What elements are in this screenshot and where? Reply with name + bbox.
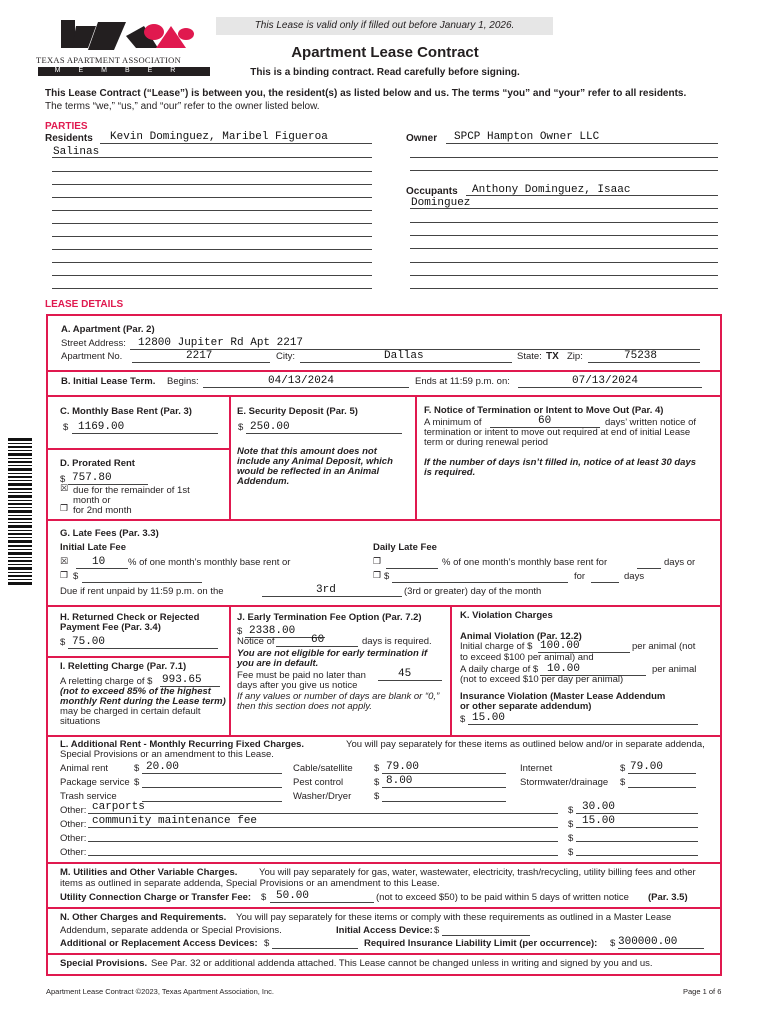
h-dollar: $	[60, 637, 66, 648]
k-daily-text: A daily charge of $	[460, 664, 539, 675]
initial-pct-value[interactable]: 10	[92, 556, 106, 568]
k-init-text3: to exceed $100 per animal) and	[460, 652, 594, 663]
section-d-label: D. Prorated Rent	[60, 458, 135, 469]
insurance-violation-label-2: or other separate addendum)	[460, 701, 592, 712]
animal-daily-value[interactable]: 10.00	[547, 663, 581, 675]
residents-label: Residents	[45, 133, 93, 144]
n-text-2: Addendum, separate addenda or Special Provisions.	[60, 925, 282, 936]
member-text: MEMBER	[54, 67, 194, 74]
city-label: City:	[276, 351, 295, 362]
i-note-1: (not to exceed 85% of the highest	[60, 686, 211, 697]
addl-device-dollar: $	[264, 938, 270, 949]
other-2-dollar: $	[568, 819, 574, 830]
j-dollar: $	[237, 626, 243, 637]
j-fee-text-2: days after you give us notice	[237, 680, 358, 691]
animal-rent-dollar: $	[134, 763, 140, 774]
deposit-value[interactable]: 250.00	[250, 421, 290, 433]
city-value[interactable]: Dallas	[384, 350, 424, 362]
initial-dollar-sign: $	[73, 571, 79, 582]
other-1-dollar: $	[568, 805, 574, 816]
section-h-label-1: H. Returned Check or Rejected	[60, 612, 200, 623]
section-h-label-2: Payment Fee (Par. 3.4)	[60, 622, 161, 633]
m-dollar: $	[261, 892, 267, 903]
j-note-1: If any values or number of days are blank or “0,”	[237, 691, 440, 702]
section-c-label: C. Monthly Base Rent (Par. 3)	[60, 406, 192, 417]
access-device-label: Initial Access Device:	[336, 925, 433, 936]
j-notice-text: days is required.	[362, 636, 432, 647]
j-notice-value[interactable]: 60	[311, 634, 325, 646]
addl-device-label: Additional or Replacement Access Devices:	[60, 938, 258, 949]
begins-label: Begins:	[167, 376, 199, 387]
occupants-line2[interactable]: Dominguez	[411, 197, 471, 209]
animal-rent-label: Animal rent	[60, 763, 109, 774]
k-ins-dollar: $	[460, 714, 466, 725]
package-label: Package service	[60, 777, 130, 788]
pest-label: Pest control	[293, 777, 344, 788]
initial-pct-checkbox[interactable]: ☒	[60, 557, 69, 567]
other-4-dollar: $	[568, 847, 574, 858]
section-m-label: M. Utilities and Other Variable Charges.	[60, 867, 238, 878]
special-provisions-label: Special Provisions.	[60, 958, 148, 969]
special-provisions-text: See Par. 32 or additional addenda attached. This Lease cannot be changed unless in writing and signed by you and us.	[151, 958, 653, 969]
zip-value[interactable]: 75238	[624, 350, 658, 362]
state-value[interactable]: TX	[546, 351, 559, 362]
residents-line2[interactable]: Salinas	[53, 146, 100, 158]
section-f-label: F. Notice of Termination or Intent to Move Out (Par. 4)	[424, 405, 664, 416]
daily-dollar-checkbox[interactable]: ❐	[373, 571, 382, 581]
other-label-2: Other:	[60, 819, 87, 830]
deposit-note-3: would be reflected in an Animal	[237, 466, 380, 477]
animal-violation-label: Animal Violation (Par. 12.2)	[460, 631, 582, 642]
other-1-value[interactable]: carports	[92, 801, 145, 813]
daily-dollar-sign: $	[384, 571, 390, 582]
page-title: Apartment Lease Contract	[291, 44, 479, 61]
n-text-1: You will pay separately for these items or comply with these requirements as outlined in a Master Lease	[236, 912, 672, 923]
section-j-label: J. Early Termination Fee Option (Par. 7.2)	[237, 612, 422, 623]
animal-rent-value[interactable]: 20.00	[146, 761, 180, 773]
prorated-1st-checkbox[interactable]: ☒	[60, 484, 69, 494]
aptno-value[interactable]: 2217	[186, 350, 213, 362]
initial-dollar-checkbox[interactable]: ❐	[60, 571, 69, 581]
due-text-2: (3rd or greater) day of the month	[404, 586, 542, 597]
cable-label: Cable/satellite	[293, 763, 353, 774]
state-label: State:	[517, 351, 542, 362]
prorated-1st-text: due for the remainder of 1st	[73, 485, 190, 496]
storm-label: Stormwater/drainage	[520, 777, 609, 788]
k-init-text: Initial charge of $	[460, 641, 533, 652]
j-fee-text-1: Fee must be paid no later than	[237, 670, 366, 681]
residents-line1[interactable]: Kevin Dominguez, Maribel Figueroa	[110, 131, 328, 143]
j-notice-label: Notice of	[237, 636, 275, 647]
section-i-label: I. Reletting Charge (Par. 7.1)	[60, 661, 187, 672]
k-daily-text3: (not to exceed $10 per day per animal)	[460, 674, 624, 685]
f-text-3: term or during renewal period	[424, 437, 549, 448]
cable-value[interactable]: 79.00	[386, 761, 420, 773]
validity-banner: This Lease is valid only if filled out before January 1, 2026.	[216, 17, 553, 35]
m-fee-par: (Par. 3.5)	[648, 892, 688, 903]
storm-dollar: $	[620, 777, 626, 788]
other-3-dollar: $	[568, 833, 574, 844]
m-text-1: You will pay separately for gas, water, wastewater, electricity, trash/recycling, utility billing fees and other	[259, 867, 696, 878]
section-l-label: L. Additional Rent - Monthly Recurring Fixed Charges.	[60, 739, 305, 750]
other-2-amount[interactable]: 15.00	[582, 815, 616, 827]
pest-dollar: $	[374, 777, 380, 788]
internet-dollar: $	[620, 763, 626, 774]
deposit-note-1: Note that this amount does not	[237, 446, 377, 457]
f-text-2: termination or intent to move out required at end of initial Lease	[424, 427, 691, 438]
m-fee-text: (not to exceed $50) to be paid within 5 days of written notice	[376, 892, 629, 903]
daily-pct-checkbox[interactable]: ❐	[373, 557, 382, 567]
j-warn-1: You are not eligible for early termination if	[237, 648, 428, 659]
j-warn-2: you are in default.	[237, 658, 319, 669]
page-subtitle: This is a binding contract. Read carefully before signing.	[250, 67, 520, 78]
prorated-1st-text2: month or	[73, 495, 111, 506]
trash-label: Trash service	[60, 791, 117, 802]
deposit-note-2: include any Animal Deposit, which	[237, 456, 393, 467]
j-fee-value[interactable]: 45	[398, 668, 412, 680]
section-b-label: B. Initial Lease Term.	[61, 376, 156, 387]
occupants-line1[interactable]: Anthony Dominguez, Isaac	[472, 184, 631, 196]
owner-value[interactable]: SPCP Hampton Owner LLC	[454, 131, 600, 143]
early-termination-value[interactable]: 2338.00	[249, 625, 296, 637]
due-day-value[interactable]: 3rd	[316, 584, 336, 596]
other-label-4: Other:	[60, 847, 87, 858]
d-dollar: $	[60, 474, 66, 485]
taa-logo	[36, 18, 212, 78]
footer-page: Page 1 of 6	[683, 987, 722, 996]
parties-heading: PARTIES	[45, 121, 88, 132]
l-text-2: Special Provisions or an amendment to this Lease.	[60, 749, 274, 760]
k-init-text2: per animal (not	[632, 641, 696, 652]
insurance-limit-value[interactable]: 300000.00	[618, 936, 678, 948]
washer-label: Washer/Dryer	[293, 791, 352, 802]
section-k-label: K. Violation Charges	[460, 610, 553, 621]
aptno-label: Apartment No.	[61, 351, 123, 362]
internet-label: Internet	[520, 763, 553, 774]
daily-pct-text: % of one month’s monthly base rent for	[442, 557, 608, 568]
access-device-dollar: $	[434, 925, 440, 936]
utility-fee-label: Utility Connection Charge or Transfer Fee:	[60, 892, 252, 903]
section-n-label: N. Other Charges and Requirements.	[60, 912, 227, 923]
animal-initial-value[interactable]: 100.00	[540, 640, 580, 652]
owner-label: Owner	[406, 133, 438, 144]
f-note-2: is required.	[424, 467, 476, 478]
utility-fee-value[interactable]: 50.00	[276, 890, 310, 902]
m-text-2: items as outlined in separate addenda, Special Provisions or an amendment to this Lease.	[60, 878, 440, 889]
k-daily-text2: per animal	[652, 664, 697, 675]
daily-late-fee-label: Daily Late Fee	[373, 542, 437, 553]
other-label-3: Other:	[60, 833, 87, 844]
i-note-2: monthly Rent during the Lease term)	[60, 696, 226, 707]
begins-value[interactable]: 04/13/2024	[268, 375, 335, 387]
occupants-label: Occupants	[406, 186, 458, 197]
assoc-name: TEXAS APARTMENT ASSOCIATION	[36, 55, 182, 65]
insurance-limit-dollar: $	[610, 938, 616, 949]
f-note-1: If the number of days isn’t filled in, notice of at least 30 days	[424, 457, 697, 468]
pest-value[interactable]: 8.00	[386, 775, 413, 787]
c-dollar: $	[63, 422, 69, 433]
ends-value[interactable]: 07/13/2024	[572, 375, 639, 387]
deposit-note-4: Addendum.	[237, 476, 290, 487]
i-text-2: may be charged in certain default	[60, 706, 201, 717]
ends-label: Ends at 11:59 p.m. on:	[415, 376, 510, 387]
other-1-amount[interactable]: 30.00	[582, 801, 616, 813]
j-note-2: then this section does not apply.	[237, 701, 373, 712]
initial-pct-text: % of one month’s monthly base rent or	[128, 557, 291, 568]
footer-copyright: Apartment Lease Contract ©2023, Texas Apartment Association, Inc.	[46, 987, 275, 996]
f-text-1: days’ written notice of	[605, 417, 696, 428]
package-dollar: $	[134, 777, 140, 788]
internet-value[interactable]: 79.00	[630, 761, 664, 773]
reletting-value[interactable]: 993.65	[162, 674, 202, 686]
l-text-1: You will pay separately for these items as outlined below and/or in separate addenda,	[346, 739, 705, 750]
street-value[interactable]: 12800 Jupiter Rd Apt 2217	[138, 337, 304, 349]
intro-plain: The terms “we,” “us,” and “our” refer to the owner listed below.	[45, 101, 320, 112]
intro-bold: This Lease Contract (“Lease”) is between you, the resident(s) as listed below and us. The terms “you” and “your” refer to all residents.	[45, 88, 687, 99]
daily-pct-text2: days or	[664, 557, 696, 568]
notice-days-value[interactable]: 60	[538, 415, 552, 427]
prorated-2nd-checkbox[interactable]: ❐	[60, 504, 69, 514]
section-e-label: E. Security Deposit (Par. 5)	[237, 406, 358, 417]
insurance-violation-value[interactable]: 15.00	[472, 712, 506, 724]
section-g-label: G. Late Fees (Par. 3.3)	[60, 528, 159, 539]
street-label: Street Address:	[61, 338, 126, 349]
returned-check-value[interactable]: 75.00	[72, 636, 106, 648]
due-text-1: Due if rent unpaid by 11:59 p.m. on the	[60, 586, 224, 597]
cable-dollar: $	[374, 763, 380, 774]
rent-value[interactable]: 1169.00	[78, 421, 125, 433]
insurance-violation-label-1: Insurance Violation (Master Lease Addendum	[460, 691, 666, 702]
f-min-label: A minimum of	[424, 417, 482, 428]
daily-days: days	[624, 571, 645, 582]
washer-dollar: $	[374, 791, 380, 802]
other-2-value[interactable]: community maintenance fee	[92, 815, 258, 827]
barcode	[6, 438, 34, 586]
other-label-1: Other:	[60, 805, 87, 816]
daily-for: for	[574, 571, 586, 582]
section-a-label: A. Apartment (Par. 2)	[61, 324, 155, 335]
initial-late-fee-label: Initial Late Fee	[60, 542, 126, 553]
i-text-3: situations	[60, 716, 101, 727]
insurance-limit-label: Required Insurance Liability Limit (per occurrence):	[364, 938, 598, 949]
prorated-value[interactable]: 757.80	[72, 472, 112, 484]
prorated-2nd-text: for 2nd month	[73, 505, 132, 516]
lease-details-heading: LEASE DETAILS	[45, 299, 124, 310]
i-text-1: A reletting charge of $	[60, 676, 153, 687]
zip-label: Zip:	[567, 351, 583, 362]
e-dollar: $	[238, 422, 244, 433]
